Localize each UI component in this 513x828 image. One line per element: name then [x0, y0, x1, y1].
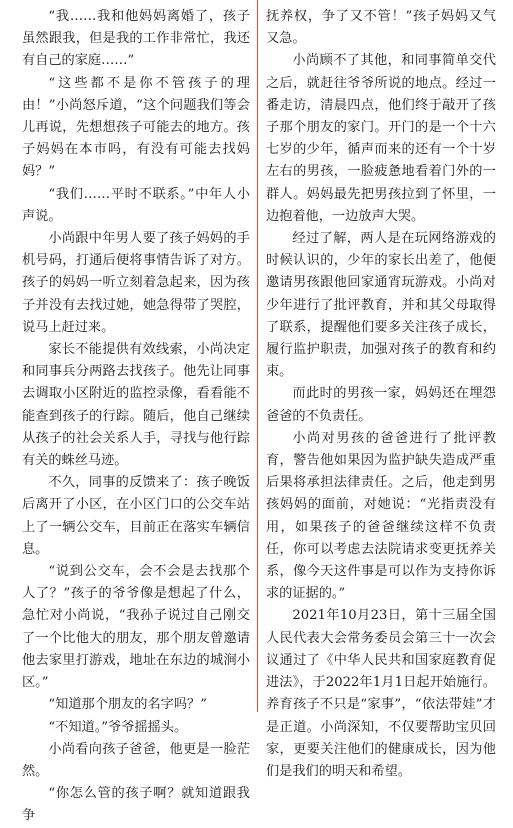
paragraph: 2021年10月23日，第十三届全国人民代表大会常务委员会第三十一次会议通过了《中华人民共和国家庭教育促进法》，于2022年1月1日起开始施行。养育孩子不只是“家事”，“依法带娃”才是正道。小尚深知，不仅要帮助宝贝回家，更要关注他们的健康成长，因为他们是我们的明天和希望。 [266, 608, 496, 779]
paragraph: 小尚看向孩子爸爸，他更是一脸茫然。 [22, 741, 250, 779]
paragraph: “说到公交车，会不会是去找那个人了？”孩子的爷爷像是想起了什么，急忙对小尚说，“我孙子说过自己刚交了一个比他大的朋友，那个朋友曾邀请他去家里打游戏，地址在东边的城涧小区。” [22, 564, 250, 691]
paragraph: 小尚跟中年男人要了孩子妈妈的手机号码，打通后便将事情告诉了对方。孩子的妈妈一听立刻着急起来，因为孩子并没有去找过她，她急得带了哭腔，说马上赶过来。 [22, 231, 250, 335]
paragraph: 家长不能提供有效线索，小尚决定和同事兵分两路去找孩子。他先让同事去调取小区附近的监控录像，看看能不能查到孩子的行踪。随后，他自己继续从孩子的社会关系人手，寻找与他行踪有关的蛛丝马迹。 [22, 342, 250, 469]
paragraph: 经过了解，两人是在玩网络游戏的时候认识的，少年的家长出差了，他便邀请男孩跟他回家通宵玩游戏。小尚对少年进行了批评教育，并和其父母取得了联系，提醒他们要多关注孩子成长，履行监护职责，加强对孩子的教育和约束。 [266, 231, 496, 380]
paragraph: 不久，同事的反馈来了：孩子晚饭后离开了小区，在小区门口的公交车站上了一辆公交车，目前正在落实车辆信息。 [22, 475, 250, 557]
paragraph: “不知道。”爷爷摇摇头。 [48, 719, 188, 735]
column-divider [257, 0, 258, 712]
paragraph: “知道那个朋友的名字吗？” [48, 697, 207, 713]
paragraph: “你怎么管的孩子啊？就知道跟我争 [22, 786, 250, 824]
paragraph: 小尚对男孩的爸爸进行了批评教育，警告他如果因为监护缺失造成严重后果将承担法律责任。之后，他走到男孩妈妈的面前，对她说：“光指责没有用，如果孩子的爸爸继续这样不负责任，你可以考虑去法院请求变更抚养关系，像今天这件事是可以作为支持你诉求的证据的。” [266, 430, 496, 602]
paragraph: “这些都不是你不管孩子的理由！”小尚怒斥道，“这个问题我们等会儿再说，先想想孩子可能去的地方。孩子妈妈在本市吗，有没有可能去找妈妈？” [22, 75, 250, 180]
paragraph: “我们……平时不联系。”中年人小声说。 [22, 186, 250, 224]
paragraph: 小尚顾不了其他，和同事简单交代之后，就赶往爷爷所说的地点。经过一番走访，清晨四点，他们终于敲开了孩子那个朋友的家门。开门的是一个十六七岁的少年，循声而来的还有一个十岁左右的男孩，一脸疲惫地看着门外的一群人。妈妈最先把男孩拉到了怀里，一边抱着他，一边放声大哭。 [266, 53, 496, 224]
paragraph-continued: 抚养权，争了又不管！”孩子妈妈又气又急。 [266, 9, 496, 47]
right-column [266, 6, 496, 783]
paragraph: 而此时的男孩一家，妈妈还在埋怨爸爸的不负责任。 [266, 386, 496, 424]
left-column [22, 6, 250, 828]
paragraph: “我……我和他妈妈离婚了，孩子虽然跟我，但是我的工作非常忙，我还有自己的家庭……” [22, 9, 250, 69]
